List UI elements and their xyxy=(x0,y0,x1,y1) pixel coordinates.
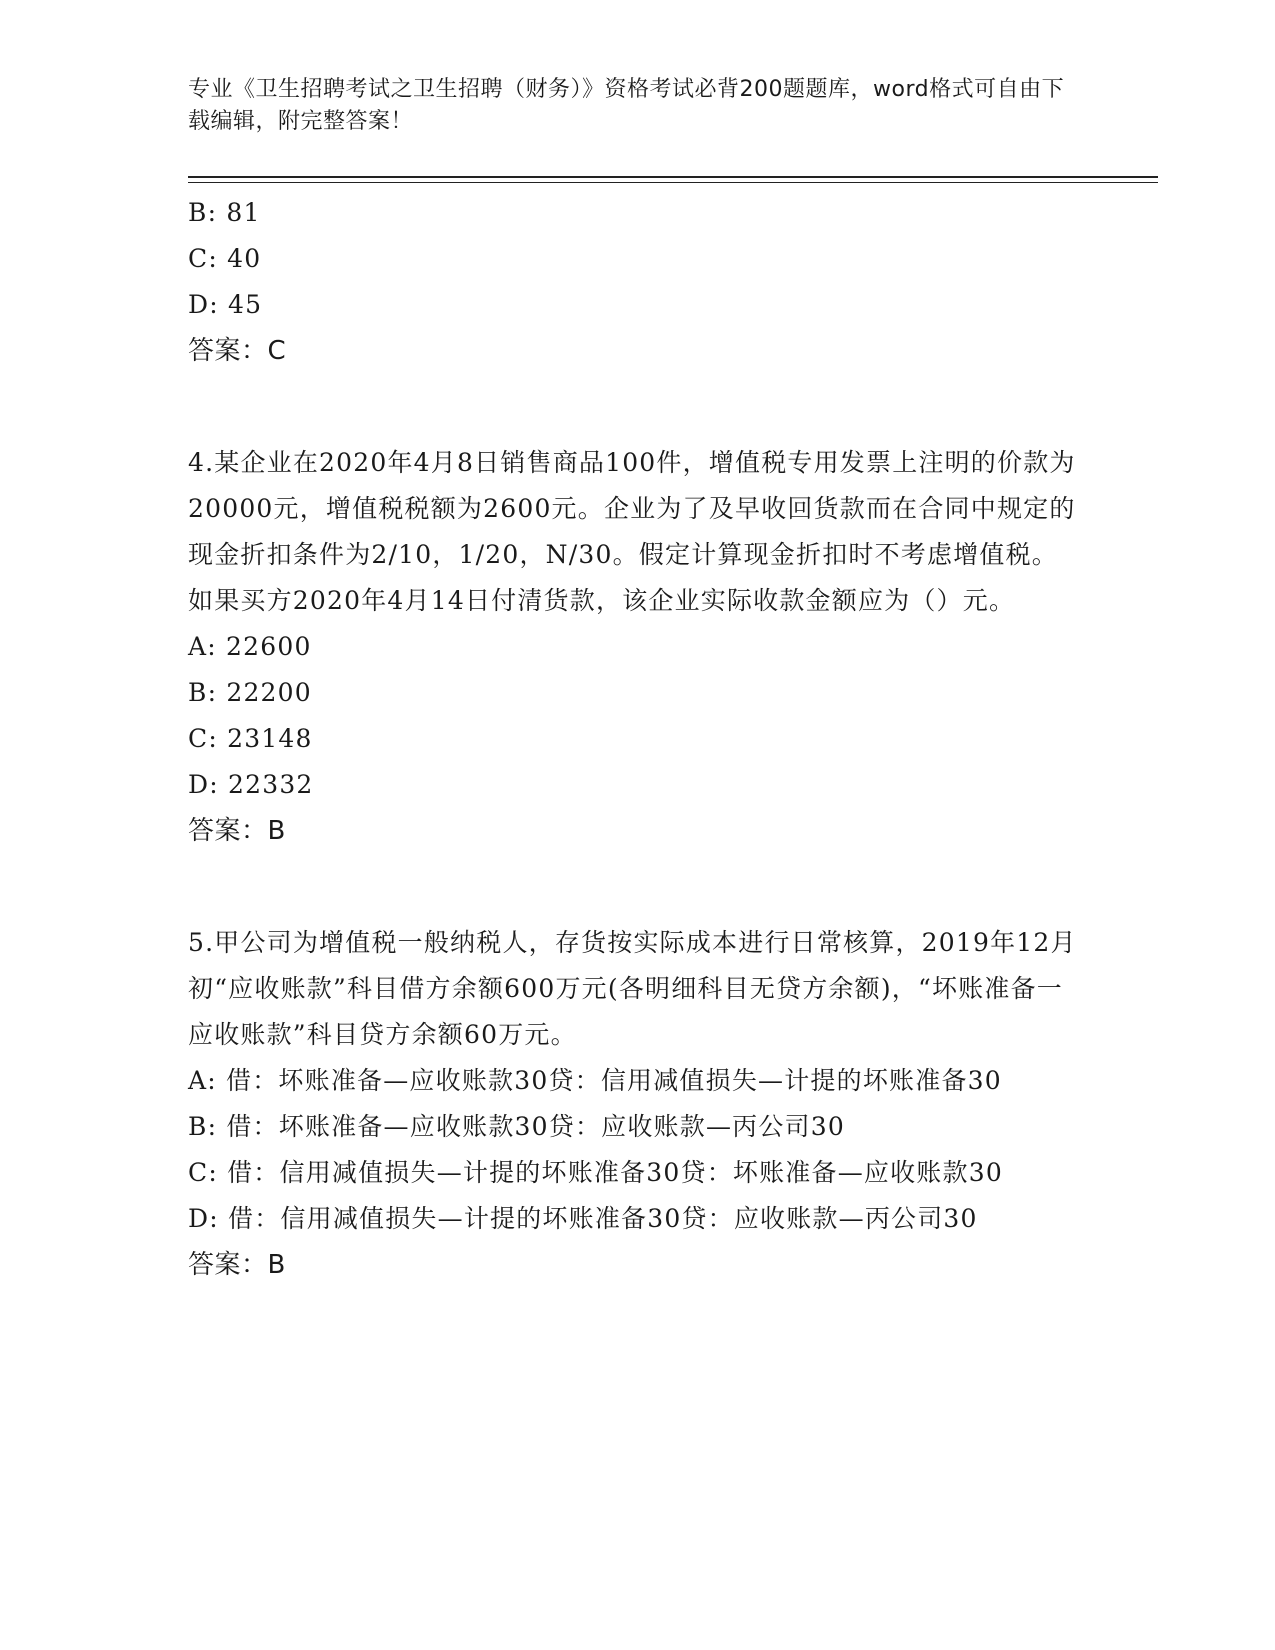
answer: 答案：C xyxy=(188,336,287,366)
option-b: B: 借：坏账准备—应收账款30贷：应收账款—丙公司30 xyxy=(188,1112,845,1141)
answer: 答案：B xyxy=(188,816,286,846)
spacer xyxy=(188,854,1088,920)
document-header: 专业《卫生招聘考试之卫生招聘（财务）》资格考试必背200题题库，word格式可自由下载编辑，附完整答案！ xyxy=(188,77,1065,134)
option-c: C: 40 xyxy=(188,244,262,273)
option-c: C: 借：信用减值损失—计提的坏账准备30贷：坏账准备—应收账款30 xyxy=(188,1158,1003,1187)
option-d: D: 借：信用减值损失—计提的坏账准备30贷：应收账款—丙公司30 xyxy=(188,1204,978,1233)
spacer xyxy=(188,374,1088,440)
question-5 xyxy=(188,920,1088,1288)
option-a: A: 22600 xyxy=(188,632,312,661)
question-text: 4.某企业在2020年4月8日销售商品100件，增值税专用发票上注明的价款为20000元，增值税税额为2600元。企业为了及早收回货款而在合同中规定的现金折扣条件为2/10，1/20，N/30。假定计算现金折扣时不考虑增值税。如果买方2020年4月14日付清货款，该企业实际收款金额应为（）元。 xyxy=(188,448,1076,615)
option-d: D: 22332 xyxy=(188,770,314,799)
option-a: A: 借：坏账准备—应收账款30贷：信用减值损失—计提的坏账准备30 xyxy=(188,1066,1002,1095)
question-text: 5.甲公司为增值税一般纳税人，存货按实际成本进行日常核算，2019年12月初“应收账款”科目借方余额600万元(各明细科目无贷方余额)，“坏账准备一应收账款”科目贷方余额60万元。 xyxy=(188,928,1077,1049)
header-divider xyxy=(188,176,1158,178)
header-divider-thin xyxy=(188,182,1158,183)
question-4 xyxy=(188,440,1088,854)
option-c: C: 23148 xyxy=(188,724,313,753)
option-b: B: 81 xyxy=(188,198,261,227)
document-body xyxy=(188,190,1088,1288)
question-3 xyxy=(188,190,1088,374)
option-b: B: 22200 xyxy=(188,678,312,707)
answer: 答案：B xyxy=(188,1250,286,1280)
option-d: D: 45 xyxy=(188,290,263,319)
